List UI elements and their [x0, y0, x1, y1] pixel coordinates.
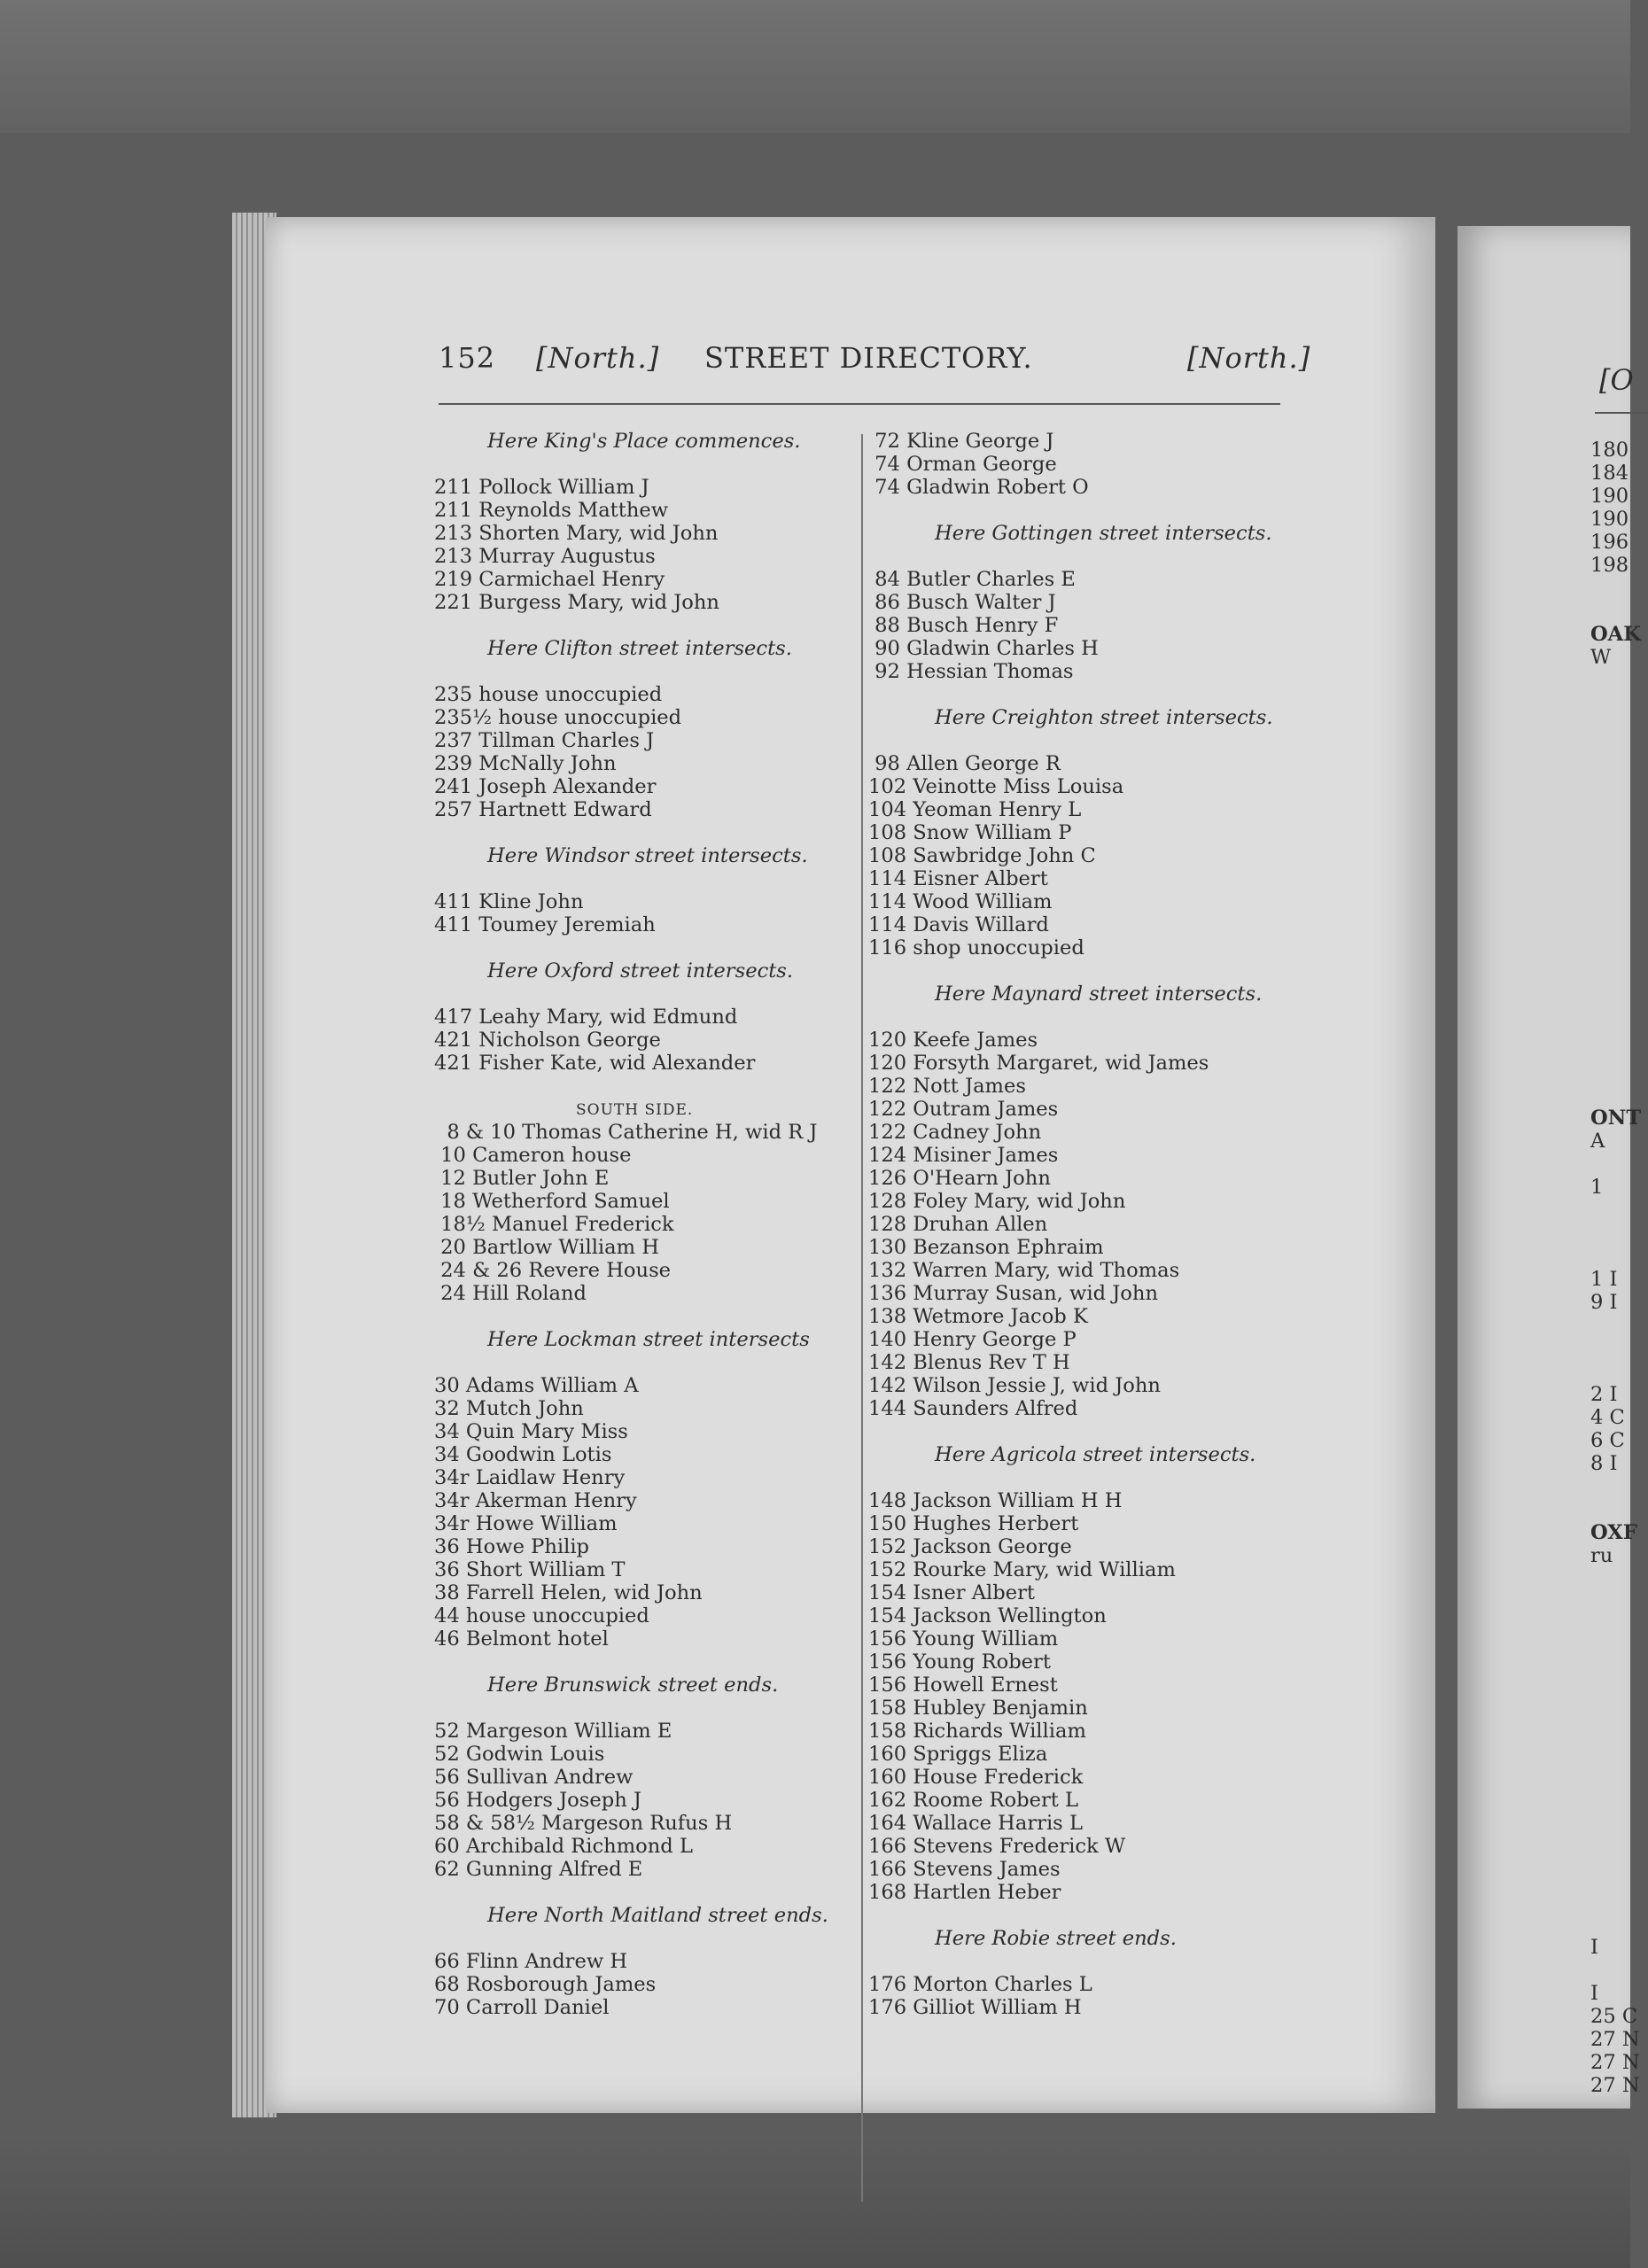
- column-divider: [861, 434, 863, 2202]
- directory-entry: 132 Warren Mary, wid Thomas: [868, 1259, 1180, 1282]
- directory-entry: 150 Hughes Herbert: [868, 1512, 1079, 1535]
- directory-entry: 120 Keefe James: [868, 1029, 1038, 1052]
- adjacent-page-fragment-text: 190: [1590, 508, 1629, 531]
- spacer: [434, 614, 851, 637]
- street-note: Here Agricola street intersects.: [935, 1443, 1256, 1466]
- adjacent-page-fragment-text: 180: [1590, 439, 1629, 462]
- directory-entry: 166 Stevens James: [868, 1858, 1061, 1881]
- adjacent-page-fragment-text: 9 I: [1590, 1291, 1618, 1314]
- directory-entry: 411 Kline John: [434, 890, 584, 913]
- directory-entry: 68 Rosborough James: [434, 1973, 657, 1996]
- street-note: Here Brunswick street ends.: [487, 1674, 779, 1697]
- adjacent-page-fragment-text: 2 I: [1590, 1383, 1618, 1406]
- header-rule: [439, 403, 1280, 405]
- left-column: [434, 430, 851, 2019]
- directory-entry: 164 Wallace Harris L: [868, 1812, 1083, 1835]
- directory-entry: 18 Wetherford Samuel: [434, 1190, 670, 1213]
- directory-entry: 130 Bezanson Ephraim: [868, 1236, 1104, 1259]
- spacer: [434, 1305, 851, 1328]
- street-note: Here North Maitland street ends.: [487, 1904, 828, 1927]
- spacer: [868, 1950, 1311, 1973]
- right-column: [868, 430, 1311, 2019]
- directory-entry: 176 Gilliot William H: [868, 1996, 1082, 2019]
- directory-entry: 108 Snow William P: [868, 821, 1072, 844]
- directory-entry: 52 Margeson William E: [434, 1720, 672, 1743]
- directory-entry: 411 Toumey Jeremiah: [434, 913, 656, 936]
- directory-entry: 213 Murray Augustus: [434, 545, 656, 568]
- adjacent-page-header: [O: [1599, 363, 1634, 397]
- directory-entry: 154 Jackson Wellington: [868, 1604, 1107, 1627]
- directory-entry: 34r Howe William: [434, 1512, 618, 1535]
- directory-page: [266, 217, 1435, 2113]
- spacer: [434, 1351, 851, 1374]
- directory-entry: 24 Hill Roland: [434, 1282, 587, 1305]
- directory-entry: 44 house unoccupied: [434, 1604, 649, 1627]
- spacer: [434, 1927, 851, 1950]
- directory-entry: 58 & 58½ Margeson Rufus H: [434, 1812, 733, 1835]
- directory-entry: 221 Burgess Mary, wid John: [434, 591, 719, 614]
- street-note: Here Lockman street intersects: [487, 1328, 810, 1351]
- directory-entry: 142 Blenus Rev T H: [868, 1351, 1070, 1374]
- directory-entry: 92 Hessian Thomas: [868, 660, 1074, 683]
- directory-entry: 114 Eisner Albert: [868, 867, 1048, 890]
- adjacent-page-fragment-text: 184: [1590, 462, 1629, 485]
- directory-entry: 138 Wetmore Jacob K: [868, 1305, 1088, 1328]
- directory-entry: 120 Forsyth Margaret, wid James: [868, 1052, 1209, 1075]
- directory-entry: 72 Kline George J: [868, 430, 1054, 453]
- street-note: Here King's Place commences.: [487, 430, 801, 453]
- adjacent-page-fragment-text: 1 I: [1590, 1268, 1618, 1291]
- directory-entry: 126 O'Hearn John: [868, 1167, 1051, 1190]
- directory-entry: 56 Sullivan Andrew: [434, 1766, 634, 1789]
- directory-entry: 421 Nicholson George: [434, 1029, 661, 1052]
- spacer: [868, 499, 1311, 522]
- adjacent-page-fragment-text: I: [1590, 1982, 1598, 2005]
- directory-entry: 160 Spriggs Eliza: [868, 1743, 1048, 1766]
- directory-entry: 162 Roome Robert L: [868, 1789, 1079, 1812]
- spacer: [868, 1420, 1311, 1443]
- spacer: [868, 1904, 1311, 1927]
- adjacent-page-fragment-text: ONT: [1590, 1107, 1642, 1130]
- directory-entry: 257 Hartnett Edward: [434, 798, 652, 821]
- adjacent-page-rule: [1595, 412, 1648, 414]
- directory-entry: 86 Busch Walter J: [868, 591, 1056, 614]
- adjacent-page-fragment-text: 196: [1590, 531, 1629, 554]
- directory-entry: 114 Davis Willard: [868, 913, 1049, 936]
- spacer: [434, 453, 851, 476]
- page-number: 152: [439, 341, 496, 375]
- directory-entry: 20 Bartlow William H: [434, 1236, 659, 1259]
- adjacent-page-fragment-text: 27 N: [1590, 2051, 1640, 2074]
- street-note: Here Robie street ends.: [935, 1927, 1177, 1950]
- directory-entry: 36 Short William T: [434, 1558, 626, 1581]
- directory-entry: 34r Laidlaw Henry: [434, 1466, 626, 1489]
- directory-entry: 158 Richards William: [868, 1720, 1086, 1743]
- directory-entry: 144 Saunders Alfred: [868, 1397, 1078, 1420]
- spacer: [868, 683, 1311, 706]
- adjacent-page-fragment-text: A: [1590, 1130, 1605, 1153]
- directory-entry: 74 Orman George: [868, 453, 1057, 476]
- directory-entry: 156 Young William: [868, 1627, 1059, 1651]
- adjacent-page-fragment-text: 1: [1590, 1176, 1604, 1199]
- directory-entry: 32 Mutch John: [434, 1397, 584, 1420]
- directory-entry: 235½ house unoccupied: [434, 706, 682, 729]
- directory-entry: 140 Henry George P: [868, 1328, 1077, 1351]
- directory-entry: 60 Archibald Richmond L: [434, 1835, 693, 1858]
- directory-entry: 156 Young Robert: [868, 1651, 1051, 1674]
- adjacent-page-fragment-text: 25 C: [1590, 2005, 1638, 2028]
- directory-entry: 30 Adams William A: [434, 1374, 639, 1397]
- spacer: [434, 867, 851, 890]
- directory-entry: 213 Shorten Mary, wid John: [434, 522, 719, 545]
- directory-entry: 52 Godwin Louis: [434, 1743, 605, 1766]
- adjacent-page-fragment-text: 8 I: [1590, 1452, 1618, 1475]
- adjacent-page-fragment-text: ru: [1590, 1544, 1613, 1567]
- header-left-section: [North.]: [536, 341, 660, 375]
- directory-entry: 12 Butler John E: [434, 1167, 610, 1190]
- street-note: Here Oxford street intersects.: [487, 959, 794, 983]
- directory-entry: 241 Joseph Alexander: [434, 775, 657, 798]
- directory-entry: 114 Wood William: [868, 890, 1053, 913]
- directory-entry: 156 Howell Ernest: [868, 1674, 1058, 1697]
- adjacent-page-fragment-text: 27 N: [1590, 2074, 1640, 2097]
- directory-entry: 18½ Manuel Frederick: [434, 1213, 674, 1236]
- directory-entry: 70 Carroll Daniel: [434, 1996, 610, 2019]
- spacer: [868, 729, 1311, 752]
- spacer: [868, 1466, 1311, 1489]
- scanner-background-bottom: [0, 2135, 1630, 2268]
- adjacent-page-fragment-text: OAK: [1590, 623, 1641, 646]
- adjacent-page-fragment-text: 27 N: [1590, 2028, 1640, 2051]
- adjacent-page-fragment-text: I: [1590, 1936, 1598, 1959]
- directory-entry: 152 Jackson George: [868, 1535, 1072, 1558]
- directory-entry: 84 Butler Charles E: [868, 568, 1076, 591]
- directory-entry: 36 Howe Philip: [434, 1535, 590, 1558]
- directory-entry: 102 Veinotte Miss Louisa: [868, 775, 1124, 798]
- directory-entry: 128 Foley Mary, wid John: [868, 1190, 1126, 1213]
- street-note: Here Clifton street intersects.: [487, 637, 792, 660]
- directory-entry: 154 Isner Albert: [868, 1581, 1035, 1604]
- directory-entry: 90 Gladwin Charles H: [868, 637, 1099, 660]
- directory-entry: 219 Carmichael Henry: [434, 568, 665, 591]
- directory-entry: 237 Tillman Charles J: [434, 729, 655, 752]
- spacer: [434, 660, 851, 683]
- directory-entry: 88 Busch Henry F: [868, 614, 1059, 637]
- directory-entry: 38 Farrell Helen, wid John: [434, 1581, 703, 1604]
- directory-entry: 8 & 10 Thomas Catherine H, wid R J: [434, 1121, 818, 1144]
- directory-entry: 34r Akerman Henry: [434, 1489, 637, 1512]
- spacer: [434, 1881, 851, 1904]
- section-subhead: SOUTH SIDE.: [576, 1101, 694, 1119]
- street-note: Here Gottingen street intersects.: [935, 522, 1272, 545]
- directory-entry: 122 Nott James: [868, 1075, 1026, 1098]
- spacer: [434, 983, 851, 1006]
- adjacent-page-fragment: [1458, 226, 1642, 2109]
- spacer: [434, 1697, 851, 1720]
- header-right-section: [North.]: [1187, 341, 1311, 375]
- directory-entry: 235 house unoccupied: [434, 683, 663, 706]
- adjacent-page-fragment-text: OXF: [1590, 1521, 1637, 1544]
- directory-entry: 46 Belmont hotel: [434, 1627, 609, 1651]
- directory-entry: 124 Misiner James: [868, 1144, 1059, 1167]
- directory-entry: 239 McNally John: [434, 752, 617, 775]
- directory-entry: 128 Druhan Allen: [868, 1213, 1048, 1236]
- spacer: [434, 821, 851, 844]
- directory-entry: 148 Jackson William H H: [868, 1489, 1123, 1512]
- directory-entry: 168 Hartlen Heber: [868, 1881, 1061, 1904]
- scanner-background-top: [0, 0, 1630, 133]
- spacer: [434, 936, 851, 959]
- adjacent-page-fragment-text: 190: [1590, 485, 1629, 508]
- directory-entry: 34 Quin Mary Miss: [434, 1420, 628, 1443]
- street-note: Here Windsor street intersects.: [487, 844, 808, 867]
- directory-entry: 142 Wilson Jessie J, wid John: [868, 1374, 1161, 1397]
- directory-entry: 34 Goodwin Lotis: [434, 1443, 612, 1466]
- directory-entry: 122 Cadney John: [868, 1121, 1042, 1144]
- street-note: Here Maynard street intersects.: [935, 983, 1263, 1006]
- directory-entry: 62 Gunning Alfred E: [434, 1858, 643, 1881]
- spacer: [434, 1651, 851, 1674]
- spacer: [434, 1075, 851, 1098]
- directory-entry: 74 Gladwin Robert O: [868, 476, 1089, 499]
- directory-entry: 66 Flinn Andrew H: [434, 1950, 628, 1973]
- directory-entry: 166 Stevens Frederick W: [868, 1835, 1126, 1858]
- spacer: [868, 545, 1311, 568]
- page-title: STREET DIRECTORY.: [704, 341, 1033, 375]
- adjacent-page-fragment-text: 198: [1590, 554, 1629, 577]
- directory-entry: 98 Allen George R: [868, 752, 1061, 775]
- spacer: [868, 959, 1311, 983]
- adjacent-page-fragment-text: W: [1590, 646, 1612, 669]
- directory-entry: 108 Sawbridge John C: [868, 844, 1096, 867]
- directory-entry: 56 Hodgers Joseph J: [434, 1789, 641, 1812]
- spacer: [868, 1006, 1311, 1029]
- directory-entry: 122 Outram James: [868, 1098, 1059, 1121]
- directory-entry: 176 Morton Charles L: [868, 1973, 1092, 1996]
- directory-entry: 10 Cameron house: [434, 1144, 632, 1167]
- directory-entry: 24 & 26 Revere House: [434, 1259, 672, 1282]
- page-header: [439, 341, 1311, 377]
- adjacent-page-fragment-text: 4 C: [1590, 1406, 1625, 1429]
- directory-entry: 417 Leahy Mary, wid Edmund: [434, 1006, 738, 1029]
- directory-entry: 136 Murray Susan, wid John: [868, 1282, 1158, 1305]
- directory-entry: 152 Rourke Mary, wid William: [868, 1558, 1176, 1581]
- directory-entry: 211 Pollock William J: [434, 476, 649, 499]
- street-note: Here Creighton street intersects.: [935, 706, 1273, 729]
- directory-entry: 158 Hubley Benjamin: [868, 1697, 1088, 1720]
- directory-entry: 104 Yeoman Henry L: [868, 798, 1082, 821]
- directory-entry: 211 Reynolds Matthew: [434, 499, 669, 522]
- directory-entry: 160 House Frederick: [868, 1766, 1084, 1789]
- directory-entry: 116 shop unoccupied: [868, 936, 1084, 959]
- adjacent-page-fragment-text: 6 C: [1590, 1429, 1625, 1452]
- directory-entry: 421 Fisher Kate, wid Alexander: [434, 1052, 756, 1075]
